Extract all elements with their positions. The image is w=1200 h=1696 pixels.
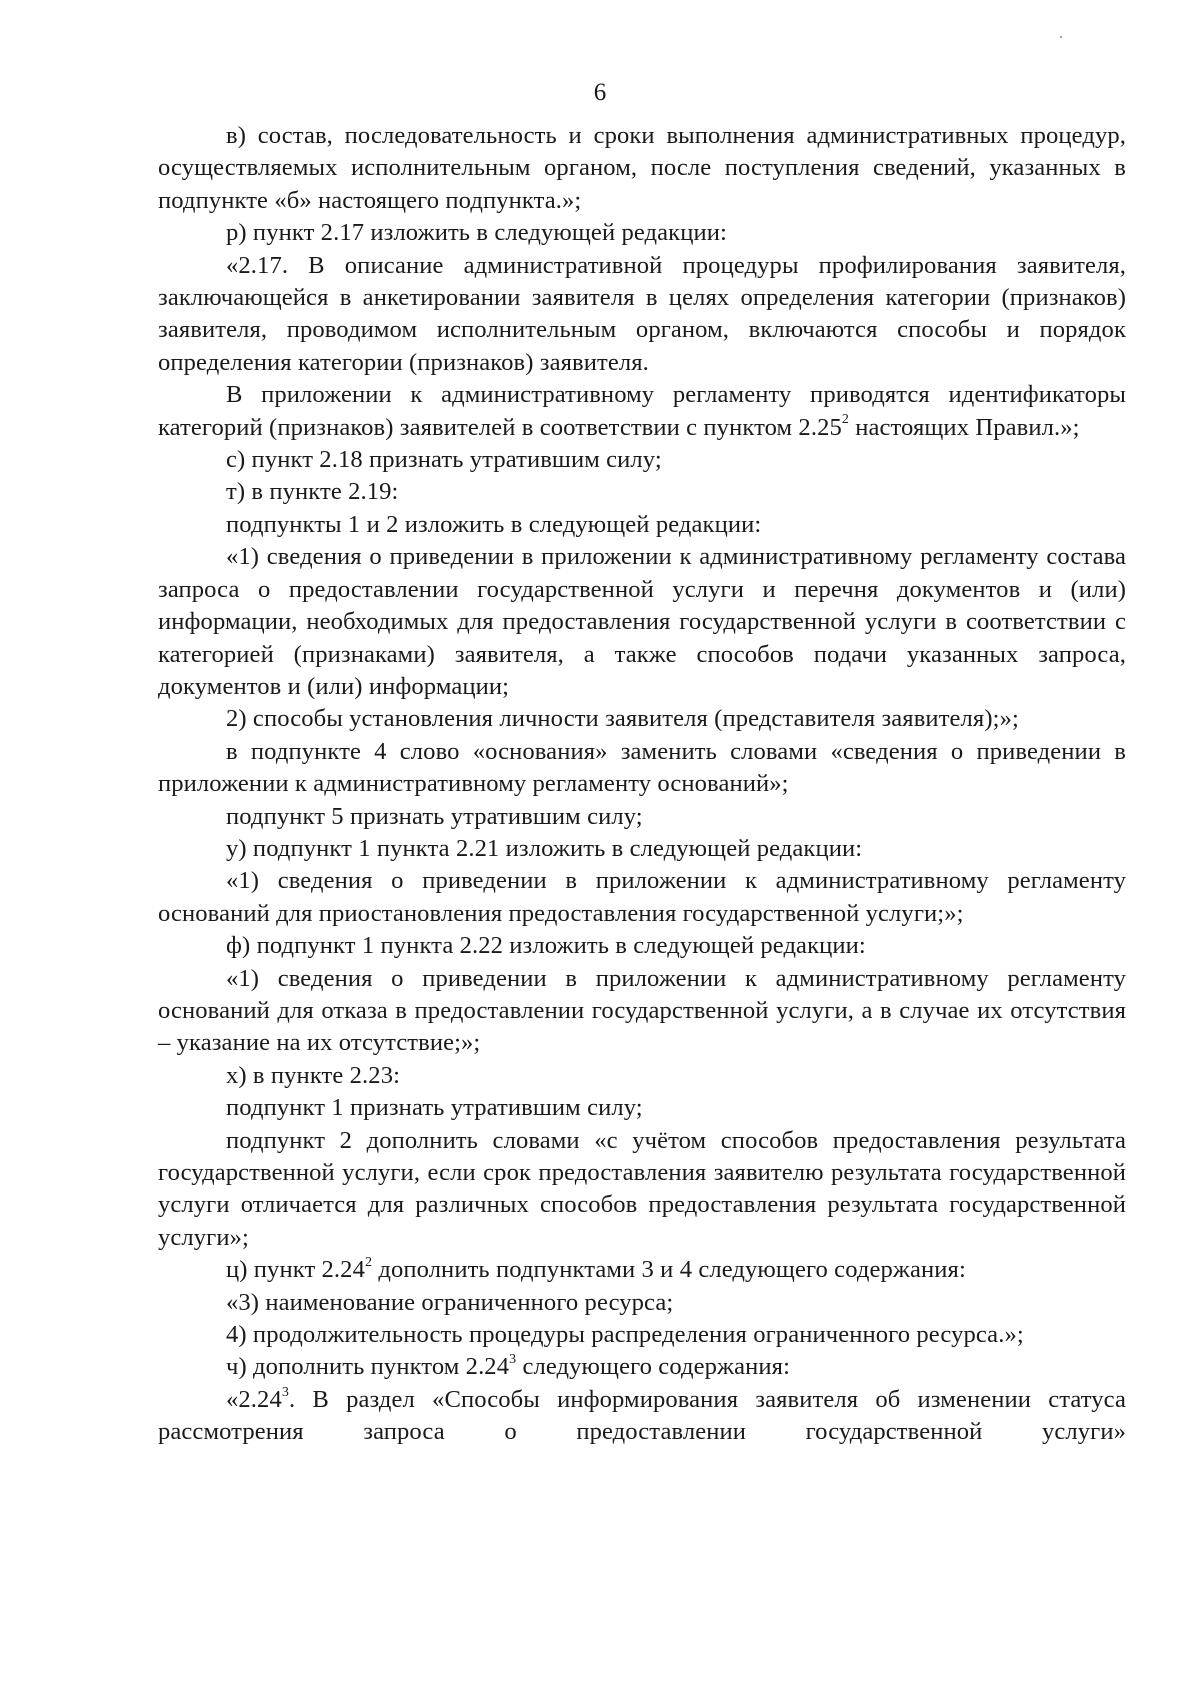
paragraph-2-24-3-continued: статуса рассмотрения запроса о предоставлении государственной услуги»: [158, 1385, 1127, 1446]
paragraph-subitem-1-void: подпункт 1 признать утратившим силу;: [226, 1094, 643, 1122]
paragraph-ch-item-2-24-3: [158, 1351, 1126, 1383]
paragraph-subitem-2-addition: подпункт 2 дополнить словами «с учётом способов предоставления результата государственной услуги, если срок предоставления заявителю результата государственной услуги отличается для различных способов предоставления результата государственной услуги»;: [158, 1126, 1126, 1251]
paragraph-subitem-3-resource: «3) наименование ограниченного ресурса;: [226, 1288, 674, 1316]
paragraph-appendix-identifiers-text: В приложении к административному регламенту приводятся идентификаторы категорий (признаков) заявителей в соответствии с пунктом 2.25: [158, 381, 1126, 441]
paragraph-s-item-2-18: с) пункт 2.18 признать утратившим силу;: [226, 446, 662, 474]
paragraph-t-item-2-19: т) в пункте 2.19:: [226, 478, 399, 506]
paragraph-subitem-4: в подпункте 4 слово «основания» заменить словами «сведения о приведении в приложении к административному регламенту оснований»;: [158, 737, 1126, 798]
paragraph-2-24-3-head: «2.24: [226, 1385, 282, 1413]
paragraph-kh-item-2-23: х) в пункте 2.23:: [226, 1061, 401, 1089]
paragraph-subitem-1-request: «1) сведения о приведении в приложении к административному регламенту состава запроса о предоставлении государственной услуги и перечня документов и (или) информации, необходимых для предоставления государственной услуги в соответствии с категорией (признаками) заявителя, а также способов подачи указанных запроса, документов и (или) информации;: [158, 543, 1126, 700]
paragraph-2-24-3-text: [158, 1384, 1126, 1449]
page-number: 6: [593, 79, 607, 106]
paragraph-appendix-identifiers-tail: настоящих Правил.»;: [855, 413, 1080, 441]
paragraph-refusal-grounds: «1) сведения о приведении в приложении к административному регламенту оснований для отказа в предоставлении государственной услуги, а в случае их отсутствия – указание на их отсутствие;»;: [158, 964, 1126, 1057]
superscript-2: 2: [841, 412, 849, 428]
paragraph-2-24-3-tail: . В раздел «Способы информирования заявителя об изменении: [288, 1385, 1032, 1413]
paragraph-ts-item-2-24-2: [158, 1254, 1126, 1286]
paragraph-ch-tail: следующего содержания:: [522, 1353, 791, 1381]
scan-speck: [1060, 36, 1062, 38]
paragraph-subitems-1-2: подпункты 1 и 2 изложить в следующей редакции:: [226, 510, 762, 538]
paragraph-f-item-2-22: ф) подпункт 1 пункта 2.22 изложить в следующей редакции:: [226, 932, 866, 960]
paragraph-subitem-5: подпункт 5 признать утратившим силу;: [226, 802, 643, 830]
paragraph-r-item-2-17: р) пункт 2.17 изложить в следующей редакции:: [226, 219, 727, 247]
paragraph-v-procedures: в) состав, последовательность и сроки выполнения административных процедур, осуществляемых исполнительным органом, после поступления сведений, указанных в подпункте «б» настоящего подпункта.»;: [158, 122, 1126, 214]
superscript-3: 3: [281, 1384, 289, 1400]
paragraph-subitem-4-duration: 4) продолжительность процедуры распределения ограниченного ресурса.»;: [226, 1321, 1024, 1349]
paragraph-subitem-2-identity: 2) способы установления личности заявителя (представителя заявителя);»;: [226, 705, 1019, 733]
paragraph-ts-tail: дополнить подпунктами 3 и 4 следующего содержания:: [378, 1256, 966, 1284]
superscript-2: 2: [364, 1255, 373, 1271]
paragraph-2-17-text: «2.17. В описание административной процедуры профилирования заявителя, заключающейся в анкетировании заявителя в целях определения категории (признаков) заявителя, проводимом исполнительным органом, включаются способы и порядок определения категории (признаков) заявителя.: [158, 251, 1126, 376]
paragraph-appendix-identifiers: [158, 379, 1126, 444]
paragraph-ch-text: ч) дополнить пунктом 2.24: [226, 1353, 510, 1381]
paragraph-suspension-grounds: «1) сведения о приведении в приложении к административному регламенту оснований для приостановления предоставления государственной услуги;»;: [158, 867, 1126, 927]
superscript-3: 3: [509, 1352, 517, 1368]
document-body: [158, 120, 1126, 1449]
paragraph-ts-text: ц) пункт 2.24: [226, 1256, 365, 1284]
paragraph-u-item-2-21: у) подпункт 1 пункта 2.21 изложить в следующей редакции:: [226, 834, 863, 862]
